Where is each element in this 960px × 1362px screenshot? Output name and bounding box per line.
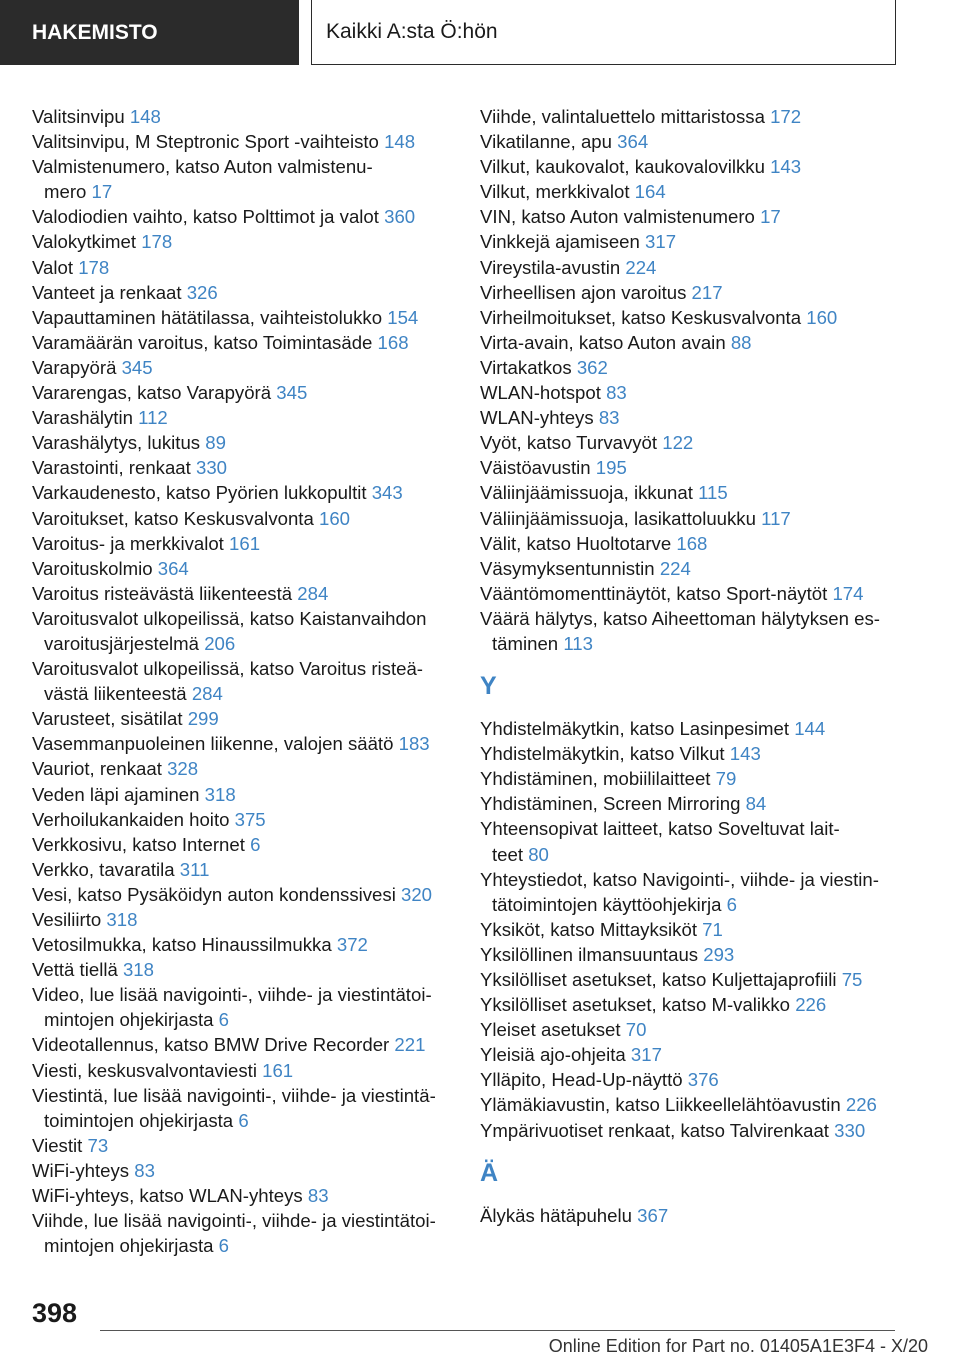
entry-text: Ylämäkiavustin, katso Liikkeellelähtöavustin — [480, 1094, 841, 1116]
page-link[interactable]: 6 — [218, 1009, 230, 1031]
index-column-left — [32, 104, 472, 1258]
page-link[interactable]: 6 — [250, 833, 261, 855]
entry-text: mintojen ohjekirjasta — [44, 1009, 214, 1031]
page-link[interactable]: 326 — [186, 281, 218, 303]
index-entry — [480, 942, 900, 967]
entry-text: Virta-avain, katso Auton avain — [480, 331, 726, 353]
entry-text: Yksilölliset asetukset, katso Kuljettajaprofiili — [480, 969, 837, 990]
index-entry — [480, 204, 900, 229]
index-entry — [32, 907, 472, 932]
index-entry — [480, 455, 900, 480]
page-link[interactable]: 154 — [387, 306, 419, 328]
entry-text: Virheellisen ajon varoitus — [480, 281, 687, 303]
entry-text: Yleisiä ajo-ohjeita — [480, 1044, 626, 1066]
page-link[interactable]: 17 — [91, 181, 113, 203]
page-link[interactable]: 88 — [730, 331, 752, 353]
entry-text: Varashälytin — [32, 407, 133, 429]
page-link[interactable]: 195 — [595, 457, 627, 479]
index-entry — [32, 1083, 472, 1133]
page-link[interactable]: 70 — [625, 1019, 647, 1041]
index-entry — [480, 104, 900, 129]
index-entry — [32, 1158, 472, 1183]
index-entry — [480, 606, 900, 656]
index-entry — [480, 1092, 900, 1117]
page-link[interactable]: 148 — [129, 106, 161, 127]
entry-text: Yhdistelmäkytkin, katso Lasinpesimet — [480, 718, 790, 740]
index-entry — [32, 531, 472, 556]
page-link[interactable]: 284 — [297, 582, 329, 604]
entry-text: teet — [492, 843, 524, 865]
entry-text: Vireystila-avustin — [480, 256, 621, 278]
index-entry — [32, 857, 472, 882]
index-entry — [32, 1183, 472, 1208]
index-entry — [480, 741, 900, 766]
index-entry — [480, 556, 900, 581]
index-entry — [480, 506, 900, 531]
page-link[interactable]: 226 — [795, 994, 827, 1016]
entry-text: Yksiköt, katso Mittayksiköt — [480, 918, 697, 940]
page-link[interactable]: 84 — [745, 793, 767, 815]
entry-text: Viihde, valintaluettelo mittaristossa — [480, 106, 765, 127]
index-entry — [480, 716, 900, 741]
index-entry — [480, 766, 900, 791]
page-link[interactable]: 330 — [834, 1119, 866, 1141]
index-entry — [32, 380, 472, 405]
entry-text: Älykäs hätäpuhelu — [480, 1204, 632, 1226]
page-number: 398 — [32, 1298, 78, 1328]
entry-text: Vääntömomenttinäytöt, katso Sport-näytöt — [480, 582, 828, 604]
index-entry — [32, 1058, 472, 1083]
entry-text: Yhteensopivat laitteet, katso Soveltuvat lait- — [480, 818, 840, 840]
page-link[interactable]: 376 — [687, 1069, 719, 1091]
index-entry — [32, 280, 472, 305]
entry-text: Varoitusvalot ulkopeilissä, katso Kaistanvaihdon — [32, 607, 427, 629]
entry-text: Vikatilanne, apu — [480, 131, 612, 153]
page-link[interactable]: 318 — [106, 909, 138, 930]
page-link[interactable]: 168 — [377, 331, 409, 353]
page-link[interactable]: 318 — [122, 959, 154, 981]
entry-text: Vasemmanpuoleinen liikenne, valojen säätö — [32, 733, 394, 755]
entry-text: Yleiset asetukset — [480, 1019, 621, 1041]
page-link[interactable]: 89 — [205, 432, 226, 454]
entry-text: Vettä tiellä — [32, 959, 118, 981]
page-link[interactable]: 71 — [702, 918, 723, 940]
index-entry — [480, 380, 900, 405]
index-entry — [32, 706, 472, 731]
index-entry — [32, 455, 472, 480]
page-link[interactable]: 73 — [87, 1134, 109, 1156]
page-link[interactable]: 112 — [138, 407, 168, 429]
entry-text: Yksilöllinen ilmansuuntaus — [480, 943, 699, 965]
index-entry — [480, 816, 900, 866]
page-link[interactable]: 224 — [625, 256, 657, 278]
index-entry — [32, 129, 472, 154]
entry-text: Vesiliirto — [32, 909, 102, 930]
entry-text: Yhdistäminen, mobiililaitteet — [480, 768, 711, 790]
page-link[interactable]: 143 — [770, 156, 802, 178]
index-entry — [32, 957, 472, 982]
page-link[interactable]: 284 — [191, 683, 223, 705]
page-link[interactable]: 161 — [262, 1059, 294, 1081]
entry-text: VIN, katso Auton valmistenumero — [480, 206, 755, 228]
page-link[interactable]: 343 — [371, 482, 403, 504]
index-entry — [32, 882, 472, 907]
page-link[interactable]: 178 — [141, 231, 173, 253]
entry-text: Väistöavustin — [480, 457, 591, 479]
page-link[interactable]: 160 — [806, 306, 838, 328]
page-link[interactable]: 83 — [134, 1159, 155, 1181]
index-entry — [480, 255, 900, 280]
page-link[interactable]: 317 — [645, 231, 677, 253]
page-link[interactable]: 226 — [845, 1094, 877, 1116]
page-link[interactable]: 75 — [841, 969, 863, 990]
entry-text: Varoitus risteävästä liikenteestä — [32, 582, 293, 604]
entry-text: Vesi, katso Pysäköidyn auton kondenssivesi — [32, 883, 396, 905]
index-entry — [480, 405, 900, 430]
page-link[interactable]: 217 — [691, 281, 723, 303]
page-link[interactable]: 17 — [760, 206, 781, 228]
index-column-right — [480, 104, 900, 1228]
page-link[interactable]: 330 — [196, 457, 228, 479]
index-entry — [32, 807, 472, 832]
index-entry — [480, 430, 900, 455]
entry-text: Videotallennus, katso BMW Drive Recorder — [32, 1034, 390, 1056]
page-link[interactable]: 83 — [606, 382, 627, 404]
index-entry — [32, 1032, 472, 1057]
index-entry — [480, 1042, 900, 1067]
entry-text: Vanteet ja renkaat — [32, 281, 182, 303]
page-link[interactable]: 362 — [576, 356, 608, 378]
entry-text: Veden läpi ajaminen — [32, 783, 200, 805]
index-entry — [480, 1118, 900, 1143]
entry-text: Vinkkejä ajamiseen — [480, 231, 640, 253]
entry-text: Väsymyksentunnistin — [480, 557, 655, 579]
index-entry — [32, 204, 472, 229]
page-link[interactable]: 143 — [729, 743, 761, 765]
entry-text: Viestit — [32, 1134, 83, 1156]
page-link[interactable]: 83 — [307, 1185, 329, 1207]
page-link[interactable]: 367 — [637, 1204, 669, 1226]
entry-text: Väliinjäämissuoja, ikkunat — [480, 482, 693, 504]
entry-text: Välit, katso Huoltotarve — [480, 532, 672, 554]
entry-text: Varkaudenesto, katso Pyörien lukkopultit — [32, 482, 367, 504]
page-link[interactable]: 113 — [563, 632, 593, 654]
index-entry — [32, 430, 472, 455]
page-link[interactable]: 178 — [78, 256, 110, 278]
page-link[interactable]: 299 — [187, 708, 219, 730]
index-entry — [32, 405, 472, 430]
entry-text: Varamäärän varoitus, katso Toimintasäde — [32, 331, 373, 353]
entry-text: Yhdistäminen, Screen Mirroring — [480, 793, 741, 815]
entry-text: mintojen ohjekirjasta — [44, 1235, 214, 1257]
index-entry — [480, 1067, 900, 1092]
index-entry — [32, 355, 472, 380]
entry-text: Valokytkimet — [32, 231, 137, 253]
index-entry — [480, 154, 900, 179]
page-link[interactable]: 372 — [336, 934, 368, 956]
page-link[interactable]: 79 — [715, 768, 737, 790]
entry-text: Ylläpito, Head-Up-näyttö — [480, 1069, 683, 1091]
entry-text: Video, lue lisää navigointi-, viihde- ja viestintätoi- — [32, 984, 432, 1006]
index-entry — [32, 229, 472, 254]
page-link[interactable]: 122 — [662, 432, 694, 454]
entry-text: Viestintä, lue lisää navigointi-, viihde- ja viestintä- — [32, 1084, 436, 1106]
page-link[interactable]: 293 — [703, 943, 735, 965]
edition-text: Online Edition for Part no. 01405A1E3F4 - X/20 — [548, 1336, 928, 1356]
page-link[interactable]: 364 — [617, 131, 649, 153]
page-link[interactable]: 328 — [167, 758, 199, 780]
page-link[interactable]: 360 — [384, 206, 416, 228]
entry-text: Varoitus- ja merkkivalot — [32, 532, 224, 554]
footer-divider — [100, 1330, 895, 1331]
page-link[interactable]: 6 — [238, 1109, 249, 1131]
entry-text: Virtakatkos — [480, 356, 572, 378]
entry-text: Vapauttaminen hätätilassa, vaihteistolukko — [32, 306, 383, 328]
page-link[interactable]: 375 — [234, 808, 266, 830]
index-entry — [32, 154, 472, 204]
page-link[interactable]: 345 — [121, 356, 153, 378]
entry-text: toimintojen ohjekirjasta — [44, 1109, 234, 1131]
index-entry — [32, 305, 472, 330]
index-entry — [480, 1203, 900, 1228]
page-link[interactable]: 224 — [659, 557, 691, 579]
entry-text: Vauriot, renkaat — [32, 758, 162, 780]
page-link[interactable]: 115 — [698, 482, 728, 504]
index-entry — [480, 917, 900, 942]
page-link[interactable]: 144 — [794, 718, 826, 740]
entry-text: Verkkosivu, katso Internet — [32, 833, 245, 855]
page-link[interactable]: 206 — [204, 632, 236, 654]
index-entry — [32, 782, 472, 807]
page-link[interactable]: 317 — [630, 1044, 662, 1066]
entry-text: WLAN-hotspot — [480, 382, 601, 404]
page-link[interactable]: 6 — [726, 893, 737, 915]
page-link[interactable]: 164 — [634, 181, 666, 203]
index-entry — [480, 229, 900, 254]
entry-text: Varoituskolmio — [32, 557, 153, 579]
page-link[interactable]: 174 — [832, 582, 864, 604]
index-entry — [32, 556, 472, 581]
index-letter-heading: Y — [480, 672, 497, 701]
entry-text: Varusteet, sisätilat — [32, 708, 183, 730]
page-link[interactable]: 183 — [398, 733, 430, 755]
index-entry — [480, 305, 900, 330]
entry-text: Varashälytys, lukitus — [32, 432, 201, 454]
entry-text: täminen — [492, 632, 559, 654]
index-entry — [480, 992, 900, 1017]
index-entry — [32, 581, 472, 606]
entry-text: Vyöt, katso Turvavyöt — [480, 432, 658, 454]
page-link[interactable]: 117 — [761, 507, 791, 529]
index-entry — [32, 104, 472, 129]
entry-text: Varoitusvalot ulkopeilissä, katso Varoitus risteä- — [32, 658, 423, 680]
entry-text: Valitsinvipu, M Steptronic Sport -vaihteisto — [32, 131, 379, 153]
index-entry — [32, 255, 472, 280]
page-link[interactable]: 168 — [676, 532, 708, 554]
index-entry — [32, 480, 472, 505]
index-entry — [480, 280, 900, 305]
entry-text: Viesti, keskusvalvontaviesti — [32, 1059, 257, 1081]
entry-text: WiFi-yhteys, katso WLAN-yhteys — [32, 1185, 303, 1207]
index-entry — [32, 606, 472, 656]
index-entry — [32, 756, 472, 781]
index-entry — [32, 731, 472, 756]
entry-text: Varastointi, renkaat — [32, 457, 191, 479]
entry-text: Viihde, lue lisää navigointi-, viihde- ja viestintätoi- — [32, 1210, 436, 1232]
index-entry — [480, 330, 900, 355]
entry-text: västä liikenteestä — [44, 683, 187, 705]
page-link[interactable]: 160 — [318, 507, 351, 529]
index-entry — [32, 330, 472, 355]
entry-text: Virheilmoitukset, katso Keskusvalvonta — [480, 306, 802, 328]
entry-text: Valodiodien vaihto, katso Polttimot ja valot — [32, 206, 379, 228]
page-link[interactable]: 161 — [229, 532, 261, 554]
entry-text: tätoimintojen käyttöohjekirja — [492, 893, 722, 915]
page-link[interactable]: 364 — [157, 557, 189, 579]
index-entry — [480, 179, 900, 204]
index-entry — [480, 967, 900, 992]
entry-text: Varapyörä — [32, 356, 117, 378]
page-link[interactable]: 83 — [598, 407, 620, 429]
entry-text: Vetosilmukka, katso Hinaussilmukka — [32, 934, 332, 956]
index-entry — [480, 129, 900, 154]
entry-text: varoitusjärjestelmä — [44, 632, 200, 654]
entry-text: Valot — [32, 256, 74, 278]
entry-text: Yksilölliset asetukset, katso M-valikko — [480, 994, 791, 1016]
entry-text: Väliinjäämissuoja, lasikattoluukku — [480, 507, 756, 529]
entry-text: Vilkut, merkkivalot — [480, 181, 630, 203]
entry-text: Verhoilukankaiden hoito — [32, 808, 230, 830]
index-entry — [480, 531, 900, 556]
entry-text: Valitsinvipu — [32, 106, 125, 127]
index-entry — [32, 656, 472, 706]
page-link[interactable]: 80 — [528, 843, 549, 865]
entry-text: Ympärivuotiset renkaat, katso Talvirenkaat — [480, 1119, 829, 1141]
entry-text: Vilkut, kaukovalot, kaukovalovilkku — [480, 156, 765, 178]
index-entry — [480, 355, 900, 380]
section-tab: HAKEMISTO — [0, 0, 299, 65]
index-entry — [480, 1017, 900, 1042]
index-letter-heading: Ä — [480, 1158, 499, 1187]
index-entry — [32, 932, 472, 957]
entry-text: WiFi-yhteys — [32, 1159, 130, 1181]
page-link[interactable]: 318 — [204, 783, 236, 805]
page-link[interactable]: 320 — [401, 883, 433, 905]
index-entry — [480, 791, 900, 816]
page-link[interactable]: 221 — [394, 1034, 426, 1056]
index-entry — [480, 480, 900, 505]
entry-text: Varoitukset, katso Keskusvalvonta — [32, 507, 314, 529]
index-entry — [32, 832, 472, 857]
entry-text: Väärä hälytys, katso Aiheettoman hälytyksen es- — [480, 607, 880, 629]
index-entry — [480, 867, 900, 917]
entry-text: WLAN-yhteys — [480, 407, 594, 429]
page-link[interactable]: 311 — [179, 858, 210, 880]
index-entry — [32, 1133, 472, 1158]
index-entry — [32, 506, 472, 531]
page-link[interactable]: 345 — [276, 382, 308, 404]
entry-text: mero — [44, 181, 87, 203]
index-entry — [32, 1208, 472, 1258]
index-entry — [32, 982, 472, 1032]
entry-text: Valmistenumero, katso Auton valmistenu- — [32, 156, 373, 178]
chapter-title: Kaikki A:sta Ö:hön — [311, 0, 896, 65]
index-entry — [480, 581, 900, 606]
page-link[interactable]: 6 — [218, 1235, 230, 1257]
entry-text: Vararengas, katso Varapyörä — [32, 382, 272, 404]
entry-text: Verkko, tavaratila — [32, 858, 175, 880]
page-link[interactable]: 148 — [384, 131, 416, 153]
entry-text: Yhdistelmäkytkin, katso Vilkut — [480, 743, 725, 765]
entry-text: Yhteystiedot, katso Navigointi-, viihde- ja viestin- — [480, 868, 879, 890]
page-link[interactable]: 172 — [770, 106, 802, 127]
